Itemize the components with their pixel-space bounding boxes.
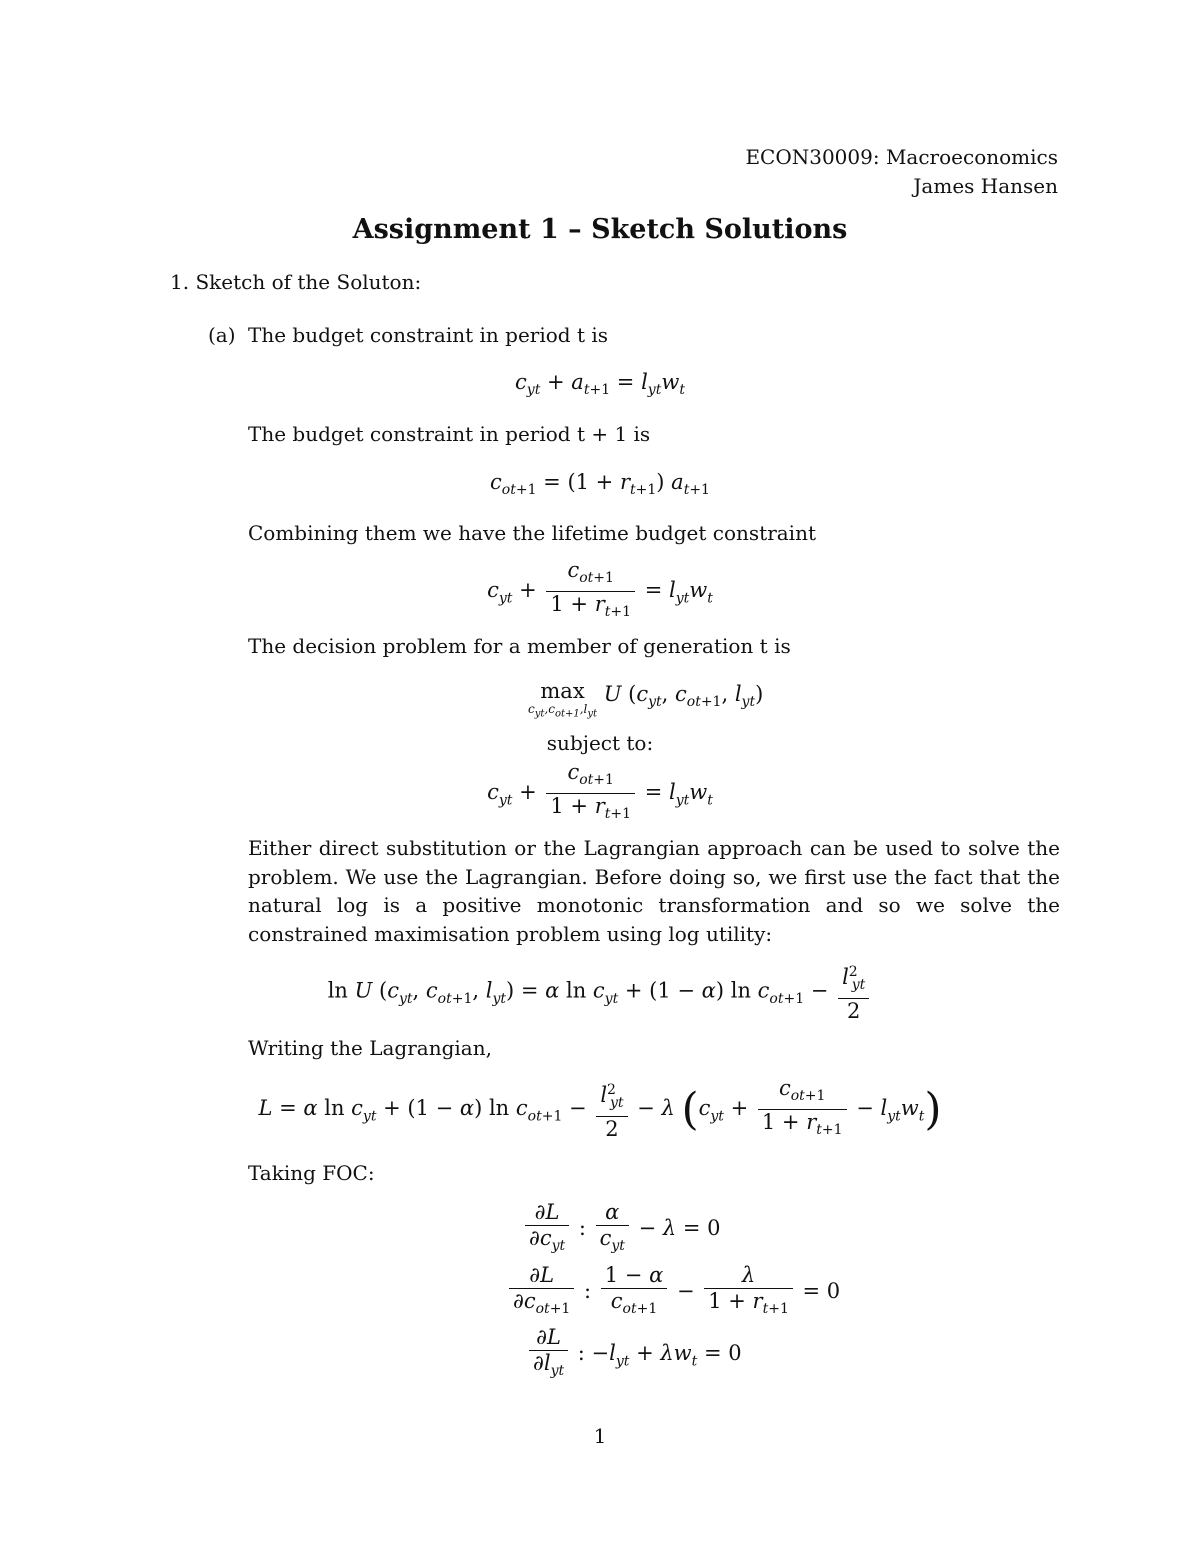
subject-to-label: subject to: xyxy=(546,731,654,755)
text-budget-period-t1: The budget constraint in period t + 1 is xyxy=(248,422,651,446)
header-block xyxy=(745,143,1058,201)
part-a-intro: The budget constraint in period t is xyxy=(248,323,608,347)
text-lifetime-constraint: Combining them we have the lifetime budget constraint xyxy=(248,521,816,545)
question-number: 1. xyxy=(170,270,190,294)
equation-log-utility: ln U ($c_{yt}$, $c_{ot+1}$, $l_{yt}) = \alpha$ $\ln c_{yt} + (1 - \alpha)$ $\ln c_{ot+1}$ − $\frac{l^2_{yt}}{2}$ xyxy=(0,960,1200,1024)
equation-foc-cyt: $\frac{\partial L}{\partial c_{yt}}$ : $\frac{\alpha}{c_{yt}}$ − λ = 0 xyxy=(522,1200,721,1259)
page-title: Assignment 1 – Sketch Solutions xyxy=(352,214,848,245)
question-1 xyxy=(170,270,421,294)
page-number: 1 xyxy=(593,1424,607,1448)
text-taking-foc: Taking FOC: xyxy=(248,1161,375,1185)
course-name: ECON30009: Macroeconomics xyxy=(745,145,1058,169)
text-writing-lagrangian: Writing the Lagrangian, xyxy=(248,1036,492,1060)
paragraph-lagrangian-approach: Either direct substitution or the Lagrangian approach can be used to solve the problem. We use the Lagrangian. Before doing so, we first use the fact that the natural log is a positive monotonic transformation and so we solve the constrained maximisation problem using log utility: xyxy=(248,836,1060,946)
equation-max-utility: max $c_{yt},c_{ot+1},l_{yt}$ U ($c_{yt}$, $c_{ot+1}$, $l_{yt}$) xyxy=(528,679,764,720)
equation-lifetime-budget: $c_{yt}$ + $\frac{c_{ot+1}}{1 + r_{t+1}}$ = $l_{yt}w_t$ xyxy=(487,558,713,621)
equation-lagrangian: L = α $\ln c_{yt} + (1 - \alpha)$ $\ln c_{ot+1}$ − $\frac{l^2_{yt}}{2}$ − λ ($c_{yt}$ + $\frac{c_{ot+1}}{1 + r_{t+1}}$ − $l_{yt}w_t$) xyxy=(258,1076,942,1141)
equation-budget-period-t1: $c_{ot+1} = (1 + r_{t+1})$ $a_{t+1}$ xyxy=(490,470,710,499)
question-label: Sketch of the Soluton: xyxy=(195,270,422,294)
equation-budget-period-t: $c_{yt} + a_{t+1} = l_{yt}w_t$ xyxy=(515,370,685,399)
author-name: James Hansen xyxy=(913,174,1058,198)
equation-foc-cot1: $\frac{\partial L}{\partial c_{ot+1}}$ : $\frac{1 - \alpha}{c_{ot+1}}$ − $\frac{\lambda}{1 + r_{t+1}}$ = 0 xyxy=(506,1263,840,1322)
equation-foc-lyt: $\frac{\partial L}{\partial l_{yt}}$ : $-l_{yt} + \lambda w_t = 0$ xyxy=(526,1325,742,1384)
equation-constraint-repeat: $c_{yt}$ + $\frac{c_{ot+1}}{1 + r_{t+1}}$ = $l_{yt}w_t$ xyxy=(487,760,713,823)
text-decision-problem: The decision problem for a member of generation t is xyxy=(248,634,791,658)
part-a-label: (a) xyxy=(208,323,236,347)
